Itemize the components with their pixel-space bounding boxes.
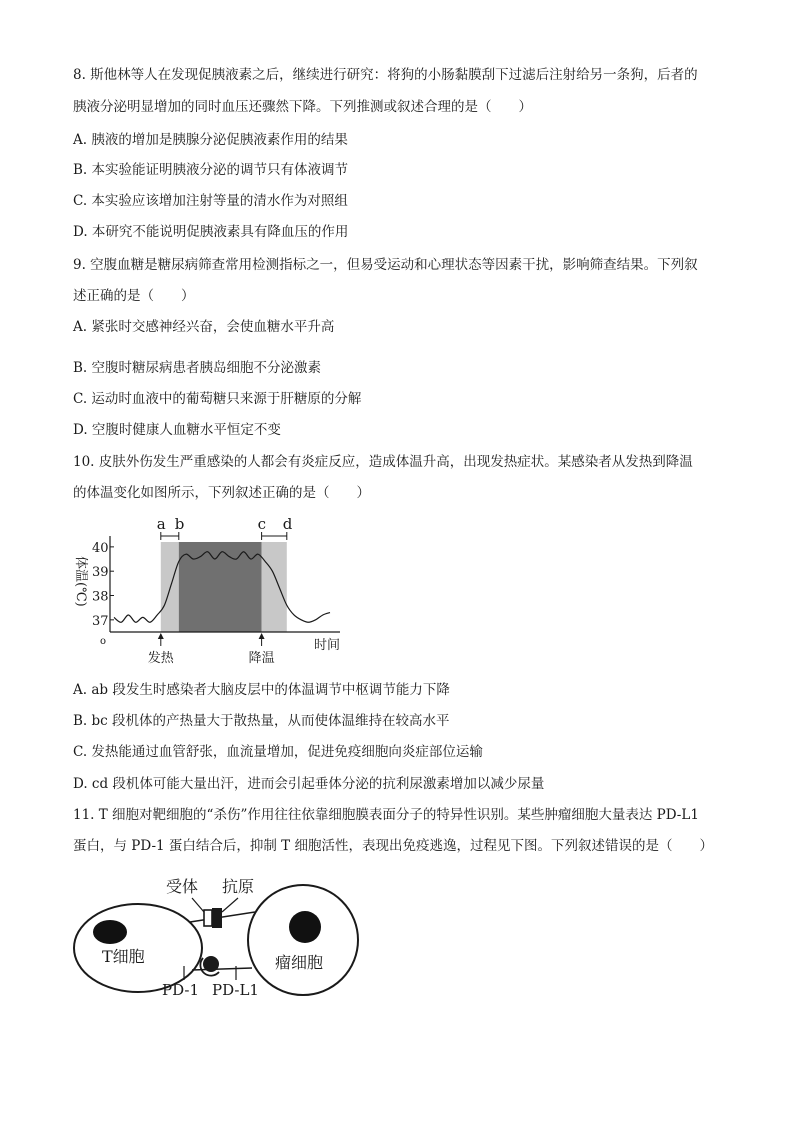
q9-stem-line1: 9. 空腹血糖是糖尿病筛查常用检测指标之一，但易受运动和心理状态等因素干扰，影响筛查结果。下列叙 [73,257,698,273]
y-tick-label: 39 [92,565,109,581]
origin-label: o [100,636,107,647]
chart-region-c-d [262,542,287,632]
q10-stem-line1: 10. 皮肤外伤发生严重感染的人都会有炎症反应，造成体温升高，出现发热症状。某感染者从发热到降温 [73,454,693,470]
event-arrow-head [158,633,164,639]
q10-option-c: C. 发热能通过血管舒张，血流量增加，促进免疫细胞向炎症部位运输 [73,744,483,760]
segment-label-d: d [282,515,293,533]
q9-option-a: A. 紧张时交感神经兴奋，会使血糖水平升高 [73,319,335,335]
q11-stem-line2: 蛋白，与 PD-1 蛋白结合后，抑制 T 细胞活性，表现出免疫逃逸，过程见下图。下列叙述错误的是（ ） [73,838,713,854]
q9-option-c: C. 运动时血液中的葡萄糖只来源于肝糖原的分解 [73,391,362,407]
tumor-cell-label: 瘤细胞 [275,953,324,972]
q10-option-b: B. bc 段机体的产热量大于散热量，从而使体温维持在较高水平 [73,713,450,729]
antigen-label: 抗原 [222,877,255,896]
q11-stem-line1: 11. T 细胞对靶细胞的“杀伤”作用往往依靠细胞膜表面分子的特异性识别。某些肿瘤细胞大量表达 PD-L1 [73,807,699,823]
q9-option-d: D. 空腹时健康人血糖水平恒定不变 [73,422,281,438]
pdl1-label: PD-L1 [212,981,259,999]
t-cell-nucleus [93,920,127,944]
q9-stem-line2: 述正确的是（ ） [73,288,195,304]
cell-interaction-diagram [70,870,370,1000]
event-arrow-head [259,633,265,639]
q8-option-d: D. 本研究不能说明促胰液素具有降血压的作用 [73,224,349,240]
receptor-label: 受体 [166,877,199,896]
x-axis-label: 时间 [314,638,341,653]
chart-region-a-b [161,542,179,632]
event-label: 降温 [248,651,275,666]
y-tick-label: 40 [92,540,109,556]
q8-stem-line2: 胰液分泌明显增加的同时血压还骤然下降。下列推测或叙述合理的是（ ） [73,99,532,115]
t-cell-label: T细胞 [102,947,145,966]
y-tick-label: 37 [92,613,109,629]
receptor-pointer [192,898,204,912]
antigen-icon [212,908,222,928]
q10-option-d: D. cd 段机体可能大量出汗，进而会引起垂体分泌的抗利尿激素增加以减少尿量 [73,776,545,792]
q8-option-b: B. 本实验能证明胰液分泌的调节只有体液调节 [73,162,349,178]
antigen-pointer [222,898,238,912]
pd-l1-icon [203,956,219,972]
q10-option-a: A. ab 段发生时感染者大脑皮层中的体温调节中枢调节能力下降 [73,682,450,698]
temperature-chart [70,512,350,670]
event-label: 发热 [147,651,174,666]
segment-label-b: b [174,515,185,533]
q10-stem-line2: 的体温变化如图所示，下列叙述正确的是（ ） [73,485,370,501]
chart-region-b-c [179,542,262,632]
tumor-cell-nucleus [289,911,321,943]
receptor-icon [204,910,212,926]
y-tick-label: 38 [92,589,109,605]
segment-label-a: a [156,515,166,533]
upper-link [190,912,255,922]
y-axis-label: 体温(℃) [73,556,88,607]
pd1-label: PD-1 [162,981,200,999]
q8-stem-line1: 8. 斯他林等人在发现促胰液素之后，继续进行研究：将狗的小肠黏膜刮下过滤后注射给另一条狗，后者的 [73,67,698,83]
segment-label-c: c [257,515,267,533]
q8-option-a: A. 胰液的增加是胰腺分泌促胰液素作用的结果 [73,132,348,148]
q9-option-b: B. 空腹时糖尿病患者胰岛细胞不分泌激素 [73,360,322,376]
q8-option-c: C. 本实验应该增加注射等量的清水作为对照组 [73,193,348,209]
